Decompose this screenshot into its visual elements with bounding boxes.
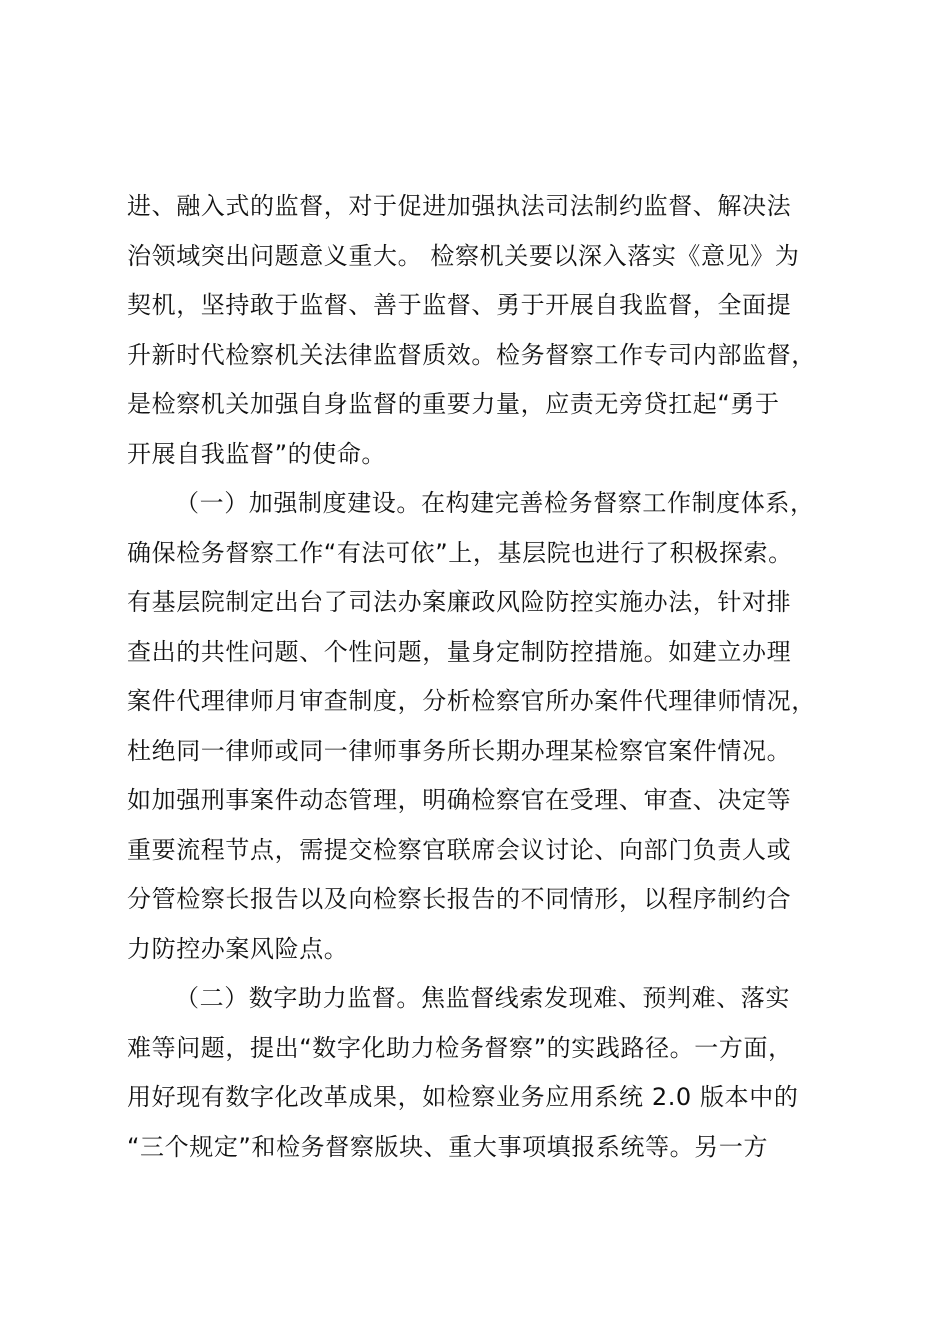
text-line: “三个规定”和检务督察版块、重大事项填报系统等。另一方 [127,1132,769,1161]
text-line: 难等问题，提出“数字化助力检务督察”的实践路径。一方面， [127,1033,793,1062]
text-line: （一）加强制度建设。在构建完善检务督察工作制度体系， [175,489,815,517]
text-line: 开展自我监督”的使命。 [127,439,387,468]
text-line: 有基层院制定出台了司法办案廉政风险防控实施办法，针对排 [127,588,792,616]
text-line: 分管检察长报告以及向检察长报告的不同情形，以程序制约合 [127,885,792,913]
text-line: 如加强刑事案件动态管理，明确检察官在受理、审查、决定等 [127,786,792,814]
text-line: 是检察机关加强自身监督的重要力量，应责无旁贷扛起“勇于 [127,390,780,418]
text-line: 力防控办案风险点。 [127,934,349,963]
text-line: 进、融入式的监督，对于促进加强执法司法制约监督、解决法 [127,192,792,220]
text-line: 升新时代检察机关法律监督质效。检务督察工作专司内部监督， [127,340,816,369]
text-line: 治领域突出问题意义重大。 检察机关要以深入落实《意见》为 [127,241,800,270]
text-line: （二）数字助力监督。焦监督线索发现难、预判难、落实 [175,984,790,1012]
text-line: 重要流程节点，需提交检察官联席会议讨论、向部门负责人或 [127,835,792,864]
text-line: 杜绝同一律师或同一律师事务所长期办理某检察官案件情况。 [127,736,792,765]
text-line: 用好现有数字化改革成果，如检察业务应用系统 2.0 版本中的 [127,1083,799,1111]
text-line: 查出的共性问题、个性问题，量身定制防控措施。如建立办理 [127,637,792,666]
text-line: 案件代理律师月审查制度，分析检察官所办案件代理律师情况， [127,687,816,715]
text-line: 确保检务督察工作“有法可依”上，基层院也进行了积极探索。 [127,538,793,567]
text-line: 契机，坚持敢于监督、善于监督、勇于开展自我监督，全面提 [127,291,792,319]
body-text [127,182,837,1172]
